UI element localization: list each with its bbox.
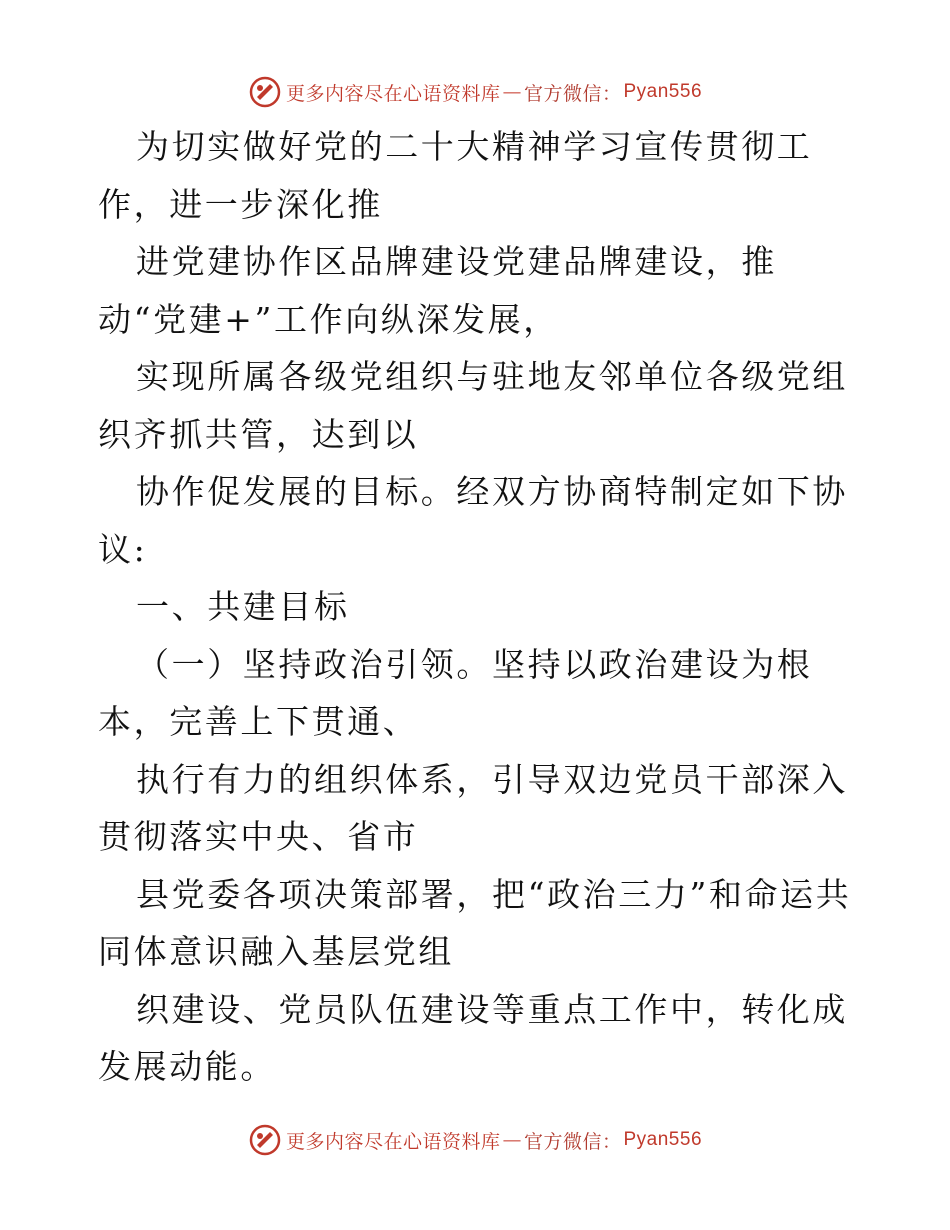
brand-logo-icon xyxy=(248,1123,282,1157)
watermark-id: Pyan556 xyxy=(623,1129,703,1150)
paragraph: （一）坚持政治引领。坚持以政治建设为根本，完善上下贯通、 xyxy=(98,644,813,741)
brand-logo-icon xyxy=(248,75,282,109)
paragraph: 协作促发展的目标。经双方协商特制定如下协议: xyxy=(98,472,848,569)
paragraph: 实现所属各级党组织与驻地友邻单位各级党组织齐抓共管，达到以 xyxy=(98,357,848,454)
paragraph: 县党委各项决策部署，把“政治三力”和命运共同体意识融入基层党组 xyxy=(98,874,852,971)
watermark-main-text: 更多内容尽在心语资料库 xyxy=(285,1130,501,1153)
paragraph: 进党建协作区品牌建设党建品牌建设，推动“党建+”工作向纵深发展， xyxy=(98,242,777,339)
header-watermark xyxy=(0,72,950,112)
watermark-main-text: 更多内容尽在心语资料库 xyxy=(285,82,501,105)
watermark-separator: — xyxy=(502,1129,522,1151)
watermark-id: Pyan556 xyxy=(623,81,703,102)
footer-watermark xyxy=(0,1120,950,1160)
section-heading: 一、共建目标 xyxy=(136,587,350,626)
paragraph: 为切实做好党的二十大精神学习宣传贯彻工作，进一步深化推 xyxy=(98,127,813,224)
watermark-label: 官方微信： xyxy=(523,82,622,105)
paragraph: 执行有力的组织体系，引导双边党员干部深入贯彻落实中央、省市 xyxy=(98,759,848,856)
watermark-label: 官方微信： xyxy=(523,1130,622,1153)
document-body xyxy=(98,118,858,1096)
paragraph: 织建设、党员队伍建设等重点工作中，转化成发展动能。 xyxy=(98,989,848,1086)
watermark-separator: — xyxy=(502,81,522,103)
